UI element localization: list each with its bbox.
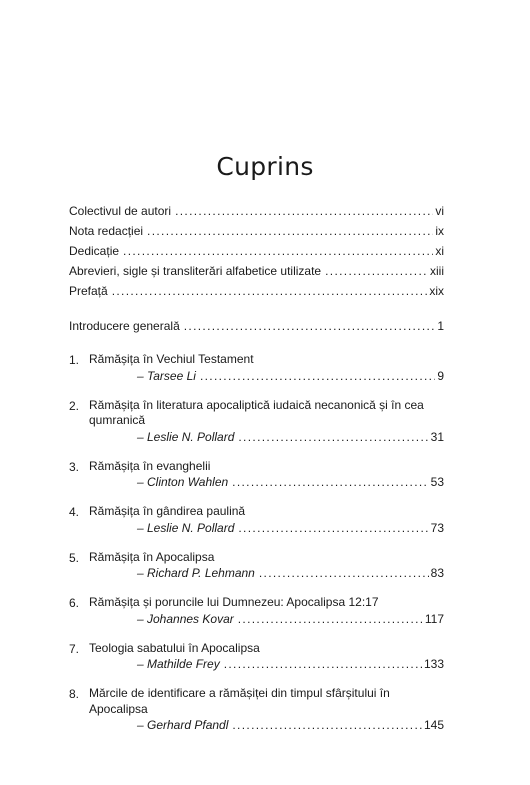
chapter-title: Rămășița și poruncile lui Dumnezeu: Apocalipsa 12:17 [89, 595, 379, 609]
dot-leader [184, 318, 436, 334]
toc-entry-dedication[interactable] [69, 243, 444, 263]
chapter-number: 6. [69, 596, 80, 610]
toc-entry-label: Nota redacției [69, 224, 144, 238]
toc-page-number: 73 [430, 520, 444, 535]
dot-leader [232, 474, 428, 490]
dot-leader [175, 203, 433, 219]
chapter-author: – Tarsee Li [137, 368, 196, 383]
dot-leader [238, 520, 428, 536]
dot-leader [238, 429, 428, 445]
toc-page-number: 9 [437, 368, 444, 383]
toc-entry-label: Dedicație [69, 244, 120, 258]
toc-page-number: 31 [430, 429, 444, 444]
toc-entry-preface[interactable] [69, 283, 444, 303]
toc-chapter-3[interactable] [69, 459, 444, 491]
toc-entry-label: Colectivul de autori [69, 204, 172, 218]
dot-leader [123, 243, 433, 259]
section-spacer [69, 303, 444, 318]
toc-page-number: vi [435, 204, 444, 218]
dot-leader [224, 656, 422, 672]
toc-chapter-8[interactable] [69, 686, 444, 733]
toc-chapter-2[interactable] [69, 398, 444, 445]
dot-leader [259, 565, 429, 581]
chapter-author: – Leslie N. Pollard [137, 520, 235, 535]
dot-leader [147, 223, 433, 239]
chapter-number: 7. [69, 641, 80, 656]
toc-chapter-4[interactable] [69, 504, 444, 536]
chapter-number: 3. [69, 459, 80, 474]
toc-entry-label: Introducere generală [69, 319, 180, 333]
toc-page-number: xiii [430, 264, 444, 278]
toc-entry-introduction[interactable] [69, 318, 444, 338]
chapter-title: Mărcile de identificare a rămășiței din timpul sfârșitului în Apocalipsa [89, 686, 390, 716]
dot-leader [200, 368, 435, 384]
toc-entry-abbreviations[interactable] [69, 263, 444, 283]
chapter-author: – Clinton Wahlen [137, 475, 229, 489]
table-of-contents [69, 203, 444, 733]
toc-page-number: 145 [423, 718, 444, 732]
toc-entry-label: Prefață [69, 284, 108, 298]
toc-page-number: 53 [430, 475, 444, 489]
chapter-author: – Gerhard Pfandl [137, 718, 229, 732]
toc-chapter-7[interactable] [69, 641, 444, 673]
toc-page-number: 117 [424, 611, 444, 626]
dot-leader [232, 717, 422, 733]
toc-page-number: 1 [437, 319, 444, 333]
chapter-author: – Leslie N. Pollard [137, 429, 235, 444]
dot-leader [238, 611, 423, 627]
toc-chapter-1[interactable] [69, 352, 444, 384]
chapter-number: 1. [69, 353, 80, 367]
toc-page-number: xix [429, 284, 444, 298]
chapter-author: – Richard P. Lehmann [137, 566, 255, 580]
chapter-title: Rămășița în Vechiul Testament [89, 352, 254, 366]
chapter-title: Teologia sabatului în Apocalipsa [89, 640, 260, 655]
toc-entry-label: Abrevieri, sigle și transliterări alfabetice utilizate [69, 264, 322, 278]
dot-leader [112, 283, 428, 299]
chapter-title: Rămășița în Apocalipsa [89, 549, 215, 564]
chapter-number: 2. [69, 398, 80, 413]
chapter-title: Rămășița în literatura apocaliptică iudaică necanonică și în cea qumranică [89, 397, 424, 427]
chapter-number: 8. [69, 687, 80, 701]
toc-page-number: 133 [423, 657, 444, 671]
chapter-title: Rămășița în gândirea paulină [89, 504, 246, 518]
toc-chapter-5[interactable] [69, 550, 444, 582]
toc-page-number: 83 [430, 566, 444, 580]
toc-entry-editorial-note[interactable] [69, 223, 444, 243]
chapter-author: – Johannes Kovar [137, 611, 234, 626]
toc-page-number: ix [435, 224, 444, 238]
chapter-title: Rămășița în evanghelii [89, 458, 211, 473]
chapter-number: 5. [69, 550, 80, 565]
toc-chapter-6[interactable] [69, 595, 444, 627]
chapter-number: 4. [69, 505, 80, 519]
toc-entry-authors[interactable] [69, 203, 444, 223]
page-title: Cuprins [216, 152, 314, 181]
dot-leader [325, 263, 428, 279]
toc-page-number: xi [435, 244, 444, 258]
chapter-author: – Mathilde Frey [137, 657, 220, 671]
